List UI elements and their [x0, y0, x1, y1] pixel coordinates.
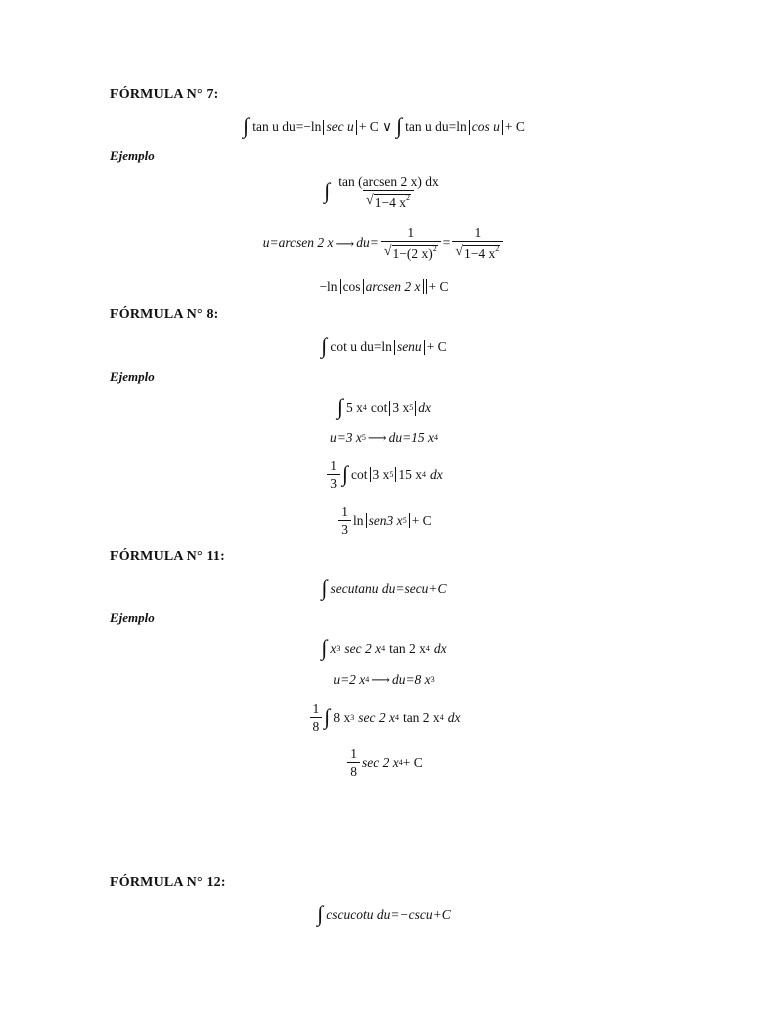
formula-7-result — [0, 279, 768, 294]
example-numerator: tan (arcsen 2 x) dx — [338, 174, 439, 189]
formula-11-ejemplo: Ejemplo — [110, 610, 155, 625]
sub-du: du=15 x — [388, 430, 435, 445]
result-num: 1 — [341, 504, 349, 519]
step-den: 8 — [310, 717, 323, 734]
step-num: 1 — [330, 458, 337, 473]
result-end: + C — [402, 754, 423, 770]
rule: cot u du=ln — [330, 339, 392, 355]
frac1-num: 1 — [407, 225, 415, 240]
frac2-den: 1−4 x — [464, 245, 496, 261]
formula-8-ejemplo: Ejemplo — [110, 369, 155, 384]
step-arg: 3 x — [372, 466, 390, 482]
formula-7-heading: FÓRMULA N° 7: — [110, 87, 219, 102]
step-end: 15 x — [398, 466, 423, 482]
example-dx: dx — [433, 641, 447, 657]
integral-icon: ∫ — [317, 901, 324, 926]
formula-11-substitution: u=2 x 4 ⟶ du=8 x 3 — [333, 672, 435, 688]
step-sec: sec 2 x — [358, 709, 395, 725]
rule: cscucotu du=−cscu+C — [326, 907, 451, 923]
result-arg: sen3 x — [368, 512, 403, 528]
formula-12-rule — [0, 901, 768, 926]
example-dx: dx — [418, 400, 432, 416]
rule-end: + C — [504, 119, 525, 135]
result-ln: −ln — [319, 278, 338, 294]
formula-12-heading: FÓRMULA N° 12: — [110, 875, 226, 890]
integral-icon: ∫ — [324, 703, 331, 729]
formula-7-example — [0, 175, 768, 209]
radical-icon: √ — [383, 243, 392, 259]
rule-right-abs: cos u — [471, 119, 500, 135]
step-dx: dx — [447, 709, 461, 725]
result-den: 8 — [347, 762, 360, 779]
radical-icon: √ — [366, 192, 374, 208]
example: 5 x — [346, 400, 363, 416]
formula-11-result: $\frac{1}{8}$ sec 2 x 4 + C — [0, 747, 768, 778]
formula-7-substitution: u=arcsen 2 x ⟶ du= 1 √ 1−(2 x)$^2$ = 1 √ 1−4 $x^2$ — [0, 226, 768, 260]
example-tan: tan 2 x — [389, 641, 426, 657]
arrow-icon: ⟶ — [335, 235, 355, 251]
result-end: + C — [428, 278, 449, 294]
frac1-den: 1−(2 x) — [392, 245, 433, 261]
integral-icon: ∫ — [321, 575, 328, 600]
example-x: x — [330, 641, 337, 657]
rule-left-abs: sec u — [326, 119, 354, 135]
formula-8-heading: FÓRMULA N° 8: — [110, 307, 219, 322]
example-sec: sec 2 x — [344, 641, 382, 657]
formula-8-example: ∫ 5 x 4 cot 3 x 5 dx — [336, 394, 432, 419]
result-num: 1 — [350, 746, 357, 761]
formula-8-result: $\frac{1}{3}$ ln sen3 x 5 + C — [0, 505, 768, 536]
rule-end: + C — [426, 339, 447, 355]
sub-du: du=8 x — [391, 672, 431, 687]
arrow-icon: ⟶ — [371, 672, 390, 688]
rule: secutanu du=secu+C — [330, 581, 447, 597]
radical-icon: √ — [455, 243, 464, 259]
formula-11-step: $\frac{1}{8}$ ∫ 8 x 3 sec 2 x 4 tan 2 x 4 dx — [0, 702, 768, 733]
rule-or: + C ∨ — [358, 119, 393, 135]
integral-icon: ∫ — [396, 113, 403, 138]
integral-icon: ∫ — [324, 178, 331, 203]
integral-icon: ∫ — [243, 113, 250, 138]
sub-lhs: u=arcsen 2 x — [262, 235, 334, 251]
result-cos: cos — [342, 278, 361, 294]
exp: 2 — [405, 192, 410, 202]
exp: 2 — [432, 243, 437, 253]
step-num: 1 — [312, 701, 320, 716]
step-cot: cot — [351, 466, 368, 482]
formula-11-heading: FÓRMULA N° 11: — [110, 549, 225, 564]
exp: 2 — [495, 243, 500, 253]
result-ln: ln — [353, 512, 364, 528]
arrow-icon: ⟶ — [367, 430, 387, 446]
result-sec: sec 2 x — [362, 754, 399, 770]
formula-11-rule — [0, 575, 768, 600]
rule-left: tan u du=−ln — [252, 119, 322, 135]
formula-8-substitution: u=3 x 5 ⟶ du=15 x 4 — [329, 430, 439, 446]
rule-abs: senu — [396, 339, 422, 355]
step-dx: dx — [430, 466, 443, 482]
frac2-num: 1 — [474, 225, 482, 240]
formula-8-rule — [0, 333, 768, 358]
example-arg: 3 x — [392, 400, 410, 416]
step-body: 8 x — [333, 709, 351, 725]
formula-7-ejemplo: Ejemplo — [110, 148, 155, 163]
integral-icon: ∫ — [336, 394, 344, 419]
rule-right: tan u du=ln — [405, 119, 467, 135]
step-tan: tan 2 x — [402, 709, 440, 725]
result-arg: arcsen 2 x — [365, 278, 421, 294]
result-den: 3 — [338, 520, 351, 537]
integral-icon: ∫ — [321, 333, 328, 358]
integral-icon: ∫ — [321, 635, 328, 660]
example-cot: cot — [370, 400, 388, 416]
sub-du: du= — [356, 235, 379, 251]
sub: u=2 x — [333, 672, 366, 687]
step-den: 3 — [327, 474, 340, 491]
example-denominator: 1−4 x — [374, 194, 406, 210]
result-end: + C — [411, 512, 432, 528]
integral-icon: ∫ — [341, 460, 349, 486]
formula-7-rule — [0, 113, 768, 138]
sub: u=3 x — [329, 430, 362, 445]
formula-11-example: ∫ x 3 sec 2 x 4 tan 2 x 4 dx — [321, 635, 447, 660]
formula-8-step: $\frac{1}{3}$ ∫ cot 3 x 5 15 x 4 dx — [0, 459, 768, 490]
